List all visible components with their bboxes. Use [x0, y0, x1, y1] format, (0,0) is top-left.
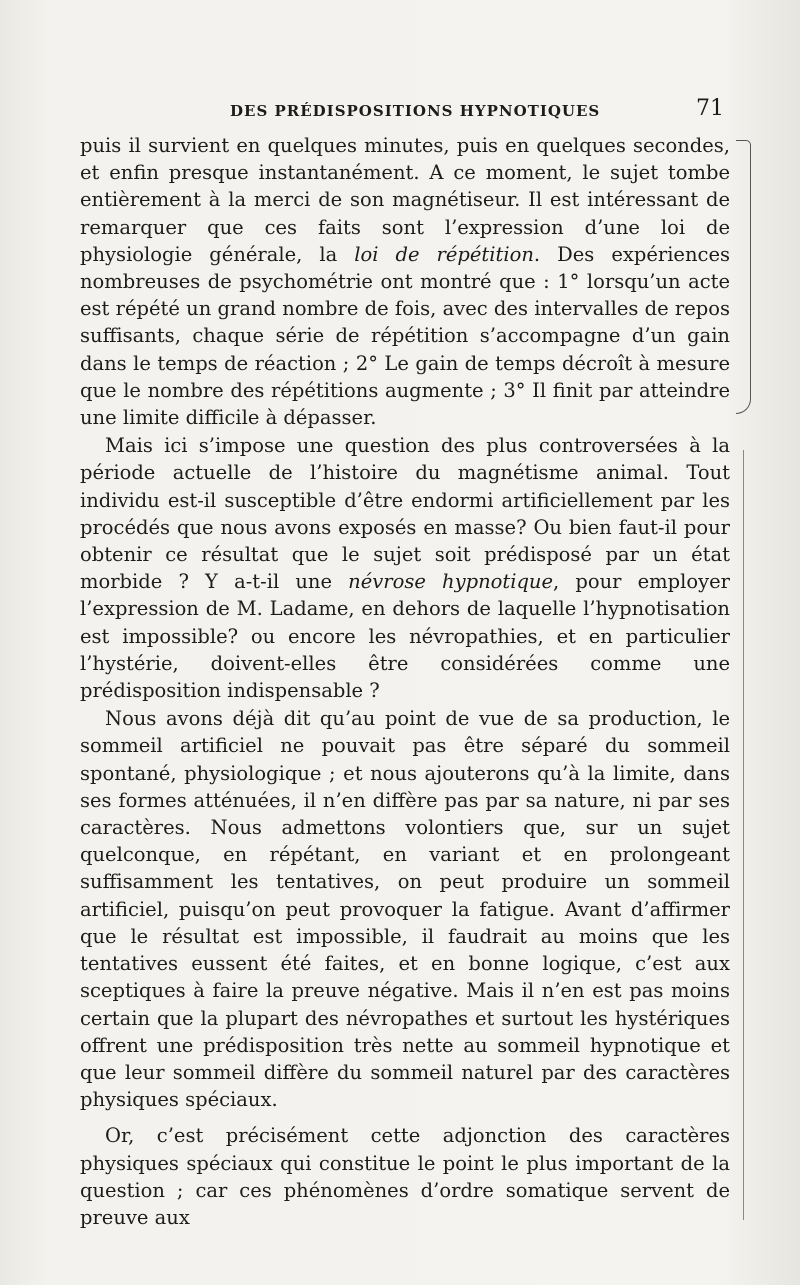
- page-header: [80, 96, 730, 126]
- italic-term: névrose hypnotique: [348, 570, 554, 594]
- paragraph-4: [80, 1122, 730, 1231]
- text-run: Nous avons déjà dit qu’au point de vue de sa production, le sommeil artificiel ne pouvait pas être séparé du sommeil spontané, physiologique ; et nous ajouterons qu’à la limite, dans ses formes atténuées, il n’en diffère pas par sa nature, ni par ses caractères. Nous admettons volontiers que, sur un sujet quelconque, en répétant, en variant et en prolongeant suffisamment les tentatives, on peut produire un sommeil artificiel, puisqu’on peut provoquer la fatigue. Avant d’affirmer que le résultat est impossible, il faudrait au moins que les tentatives eussent été faites, et en bonne logique, c’est aux sceptiques à faire la preuve négative. Mais il n’en est pas moins certain que la plupart des névropathes et surtout les hystériques offrent une prédisposition très nette au sommeil hypnotique et que leur sommeil diffère du sommeil naturel par des caractères physiques spéciaux.: [80, 707, 730, 1112]
- page-number: 71: [696, 96, 724, 121]
- text-run: Mais ici s’impose une question des plus controversées à la période actuelle de l’histoire du magnétisme animal. Tout individu est-il susceptible d’être endormi artificiellement par les procédés que nous avons exposés en masse? Ou bien faut-il pour obtenir ce résultat que le sujet soit prédisposé par un état morbide ? Y a-t-il une: [80, 434, 730, 594]
- text-run: . Des expériences nombreuses de psychométrie ont montré que : 1° lorsqu’un acte est répété un grand nombre de fois, avec des intervalles de repos suffisants, chaque série de répétition s’accompagne d’un gain dans le temps de réaction ; 2° Le gain de temps décroît à mesure que le nombre des répétitions augmente ; 3° Il finit par atteindre une limite difficile à dépasser.: [80, 242, 731, 430]
- paragraph-3: [80, 705, 730, 1113]
- text-run: Or, c’est précisément cette adjonction des caractères physiques spéciaux qui constitue le point le plus important de la question ; car ces phénomènes d’ordre somatique servent de preuve aux: [80, 1124, 730, 1229]
- text-run: , pour employer l’expression de M. Ladame, en dehors de laquelle l’hypnotisation est impossible? ou encore les névropathies, et en particulier l’hystérie, doivent-elles être considérées comme une prédisposition indispensable ?: [80, 570, 730, 703]
- body-text: [80, 132, 730, 1231]
- paragraph-2: [80, 432, 730, 704]
- text-run: puis il survient en quelques minutes, puis en quelques secondes, et enfin presque instantanément. A ce moment, le sujet tombe entièrement à la merci de son magnétiseur. Il est intéressant de remarquer que ces faits sont l’expression d’une loi de physiologie générale, la: [80, 134, 730, 266]
- italic-term: loi de répétition: [354, 242, 534, 266]
- margin-bracket-mark: [736, 140, 751, 414]
- running-title: DES PRÉDISPOSITIONS HYPNOTIQUES: [230, 102, 601, 120]
- margin-line-mark: [742, 450, 744, 1220]
- paragraph-1: [80, 132, 730, 431]
